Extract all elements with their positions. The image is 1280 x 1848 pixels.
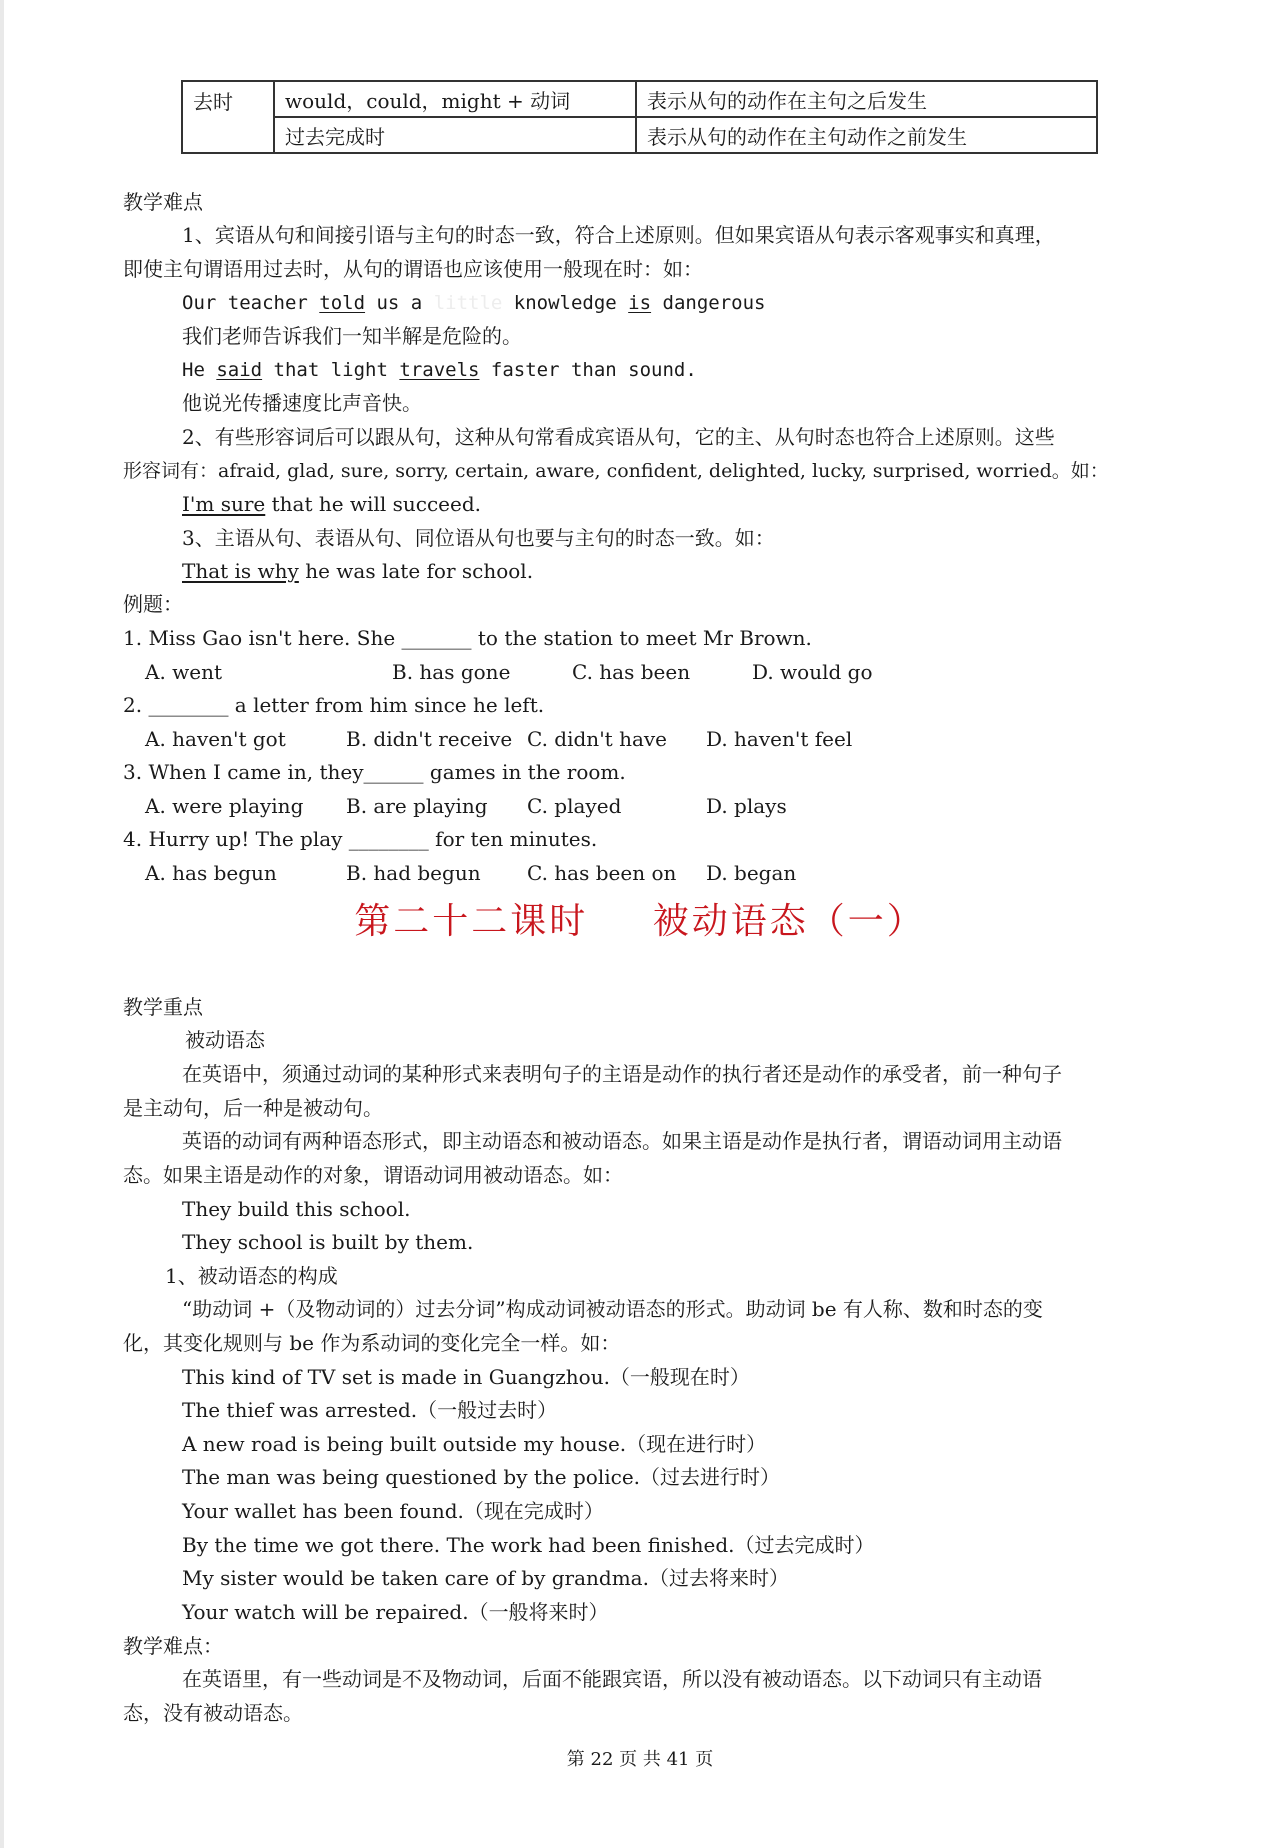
answer-option: A. has begun [145,861,277,885]
answer-option: B. had begun [346,861,481,885]
example-sentence: They build this school. [182,1197,411,1221]
answer-option: D. haven't feel [706,727,853,751]
answer-option: B. are playing [346,794,488,818]
question-stem: 2. ________ a letter from him since he left. [123,693,545,717]
table-cell-meaning: 表示从句的动作在主句动作之前发生 [636,117,1097,153]
example-sentence: By the time we got there. The work had been finished.（过去完成时） [182,1533,875,1557]
answer-option: B. has gone [392,660,511,684]
example-sentence: They school is built by them. [182,1230,474,1254]
section-heading: 教学难点 [123,190,203,214]
underlined-word: said [216,359,263,381]
example-sentence: My sister would be taken care of by grandma.（过去将来时） [182,1566,789,1590]
paragraph-line: 英语的动词有两种语态形式，即主动语态和被动语态。如果主语是动作是执行者，谓语动词用主动语 [182,1129,1062,1153]
example-sentence: A new road is being built outside my house.（现在进行时） [182,1432,767,1456]
answer-option: A. were playing [145,794,304,818]
table-row [182,117,1097,153]
answer-option: A. haven't got [145,727,286,751]
example-sentence [182,291,765,315]
text-run: that light [262,359,400,381]
faded-word: little [433,292,503,314]
answer-option: C. didn't have [527,727,668,751]
paragraph-line: 态。如果主语是动作的对象，谓语动词用被动语态。如： [123,1163,623,1187]
translation-line: 我们老师告诉我们一知半解是危险的。 [182,324,522,348]
paragraph-line: 形容词有：afraid, glad, sure, sorry, certain, aware, confident, delighted, lucky, surprised, worried。如： [123,460,1109,482]
lesson-title: 第二十二课时 被动语态（一） [354,901,926,942]
section-heading: 教学难点： [123,1634,223,1658]
paragraph-line: 在英语里，有一些动词是不及物动词，后面不能跟宾语，所以没有被动语态。以下动词只有主动语 [182,1667,1042,1691]
sub-heading: 被动语态 [185,1028,265,1052]
example-sentence: Your wallet has been found.（现在完成时） [182,1499,604,1523]
example-sentence: Your watch will be repaired.（一般将来时） [182,1600,609,1624]
example-sentence [182,358,697,382]
answer-option: D. would go [752,660,873,684]
table-cell-form: would，could，might + 动词 [274,81,636,117]
translation-line: 他说光传播速度比声音快。 [182,391,422,415]
answer-option: D. began [706,861,797,885]
paragraph-line: 2、有些形容词后可以跟从句，这种从句常看成宾语从句，它的主、从句时态也符合上述原则。这些 [182,425,1055,449]
section-heading: 1、被动语态的构成 [165,1264,338,1288]
table-cell-form: 过去完成时 [274,117,636,153]
section-heading: 教学重点 [123,995,203,1019]
text-run: knowledge [502,292,629,314]
table-row [182,81,1097,117]
text-run: He [182,359,217,381]
text-run: faster than sound. [479,359,697,381]
underlined-phrase: I'm sure [182,492,266,516]
example-sentence: This kind of TV set is made in Guangzhou.（一般现在时） [182,1365,750,1389]
example-sentence: The thief was arrested.（一般过去时） [182,1398,558,1422]
example-sentence: The man was being questioned by the police.（过去进行时） [182,1465,781,1489]
paragraph-line: “助动词 +（及物动词的）过去分词”构成动词被动语态的形式。助动词 be 有人称、数和时态的变 [182,1297,1043,1321]
answer-option: C. has been on [527,861,677,885]
example-sentence [182,492,481,516]
paragraph-line: 在英语中，须通过动词的某种形式来表明句子的主语是动作的执行者还是动作的承受者，前一种句子 [182,1062,1062,1086]
paragraph-line: 即使主句谓语用过去时，从句的谓语也应该使用一般现在时：如： [123,257,703,281]
answer-option: B. didn't receive [346,727,513,751]
text-run: us a [365,292,434,314]
text-run: dangerous [651,292,766,314]
table-cell-meaning: 表示从句的动作在主句之后发生 [636,81,1097,117]
answer-option: C. played [527,794,622,818]
tense-table [181,80,1098,154]
underlined-word: travels [399,359,480,381]
answer-option: D. plays [706,794,787,818]
underlined-word: is [628,292,652,314]
text-run: Our teacher [182,292,320,314]
section-heading: 例题： [123,592,183,616]
paragraph-line: 化，其变化规则与 be 作为系动词的变化完全一样。如： [123,1331,621,1355]
question-stem: 1. Miss Gao isn't here. She _______ to the station to meet Mr Brown. [123,626,812,650]
answer-option: C. has been [572,660,691,684]
underlined-word: told [319,292,366,314]
paragraph-line: 态，没有被动语态。 [123,1701,303,1725]
question-stem: 3. When I came in, they______ games in the room. [123,760,626,784]
text-run: that he will succeed. [265,492,481,516]
table-cell-label: 去时 [182,81,274,153]
question-stem: 4. Hurry up! The play ________ for ten minutes. [123,827,598,851]
paragraph-line: 3、主语从句、表语从句、同位语从句也要与主句的时态一致。如： [182,526,775,550]
paragraph-line: 是主动句，后一种是被动句。 [123,1096,383,1120]
text-run: he was late for school. [298,559,534,583]
page-footer: 第 22 页 共 41 页 [566,1749,714,1770]
paragraph-line: 1、宾语从句和间接引语与主句的时态一致，符合上述原则。但如果宾语从句表示客观事实和真理， [182,223,1055,247]
example-sentence [182,559,533,583]
underlined-phrase: That is why [182,559,299,583]
answer-option: A. went [145,660,223,684]
